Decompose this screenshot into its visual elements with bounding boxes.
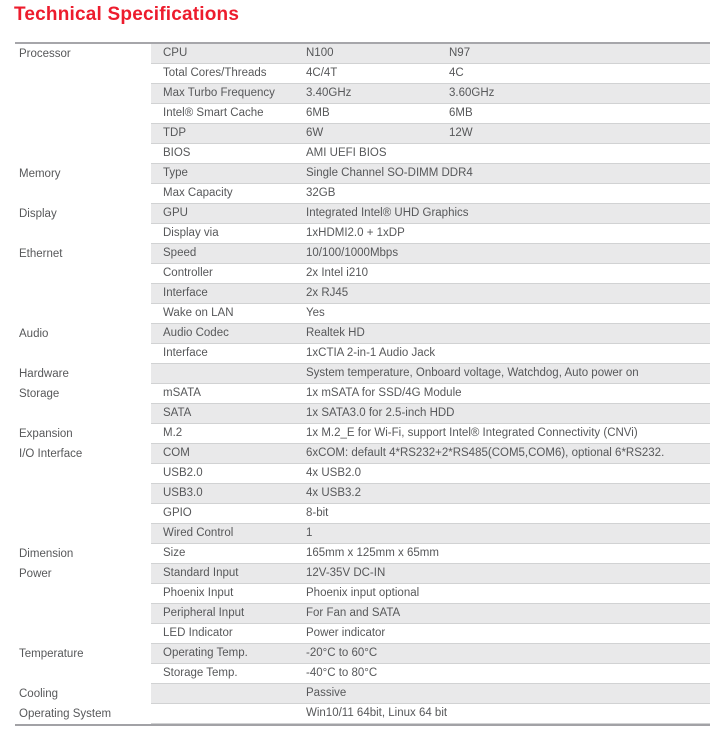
spec-row-cells bbox=[151, 604, 710, 624]
spec-value-cell: 2x RJ45 bbox=[306, 287, 349, 299]
spec-value-cell: N97 bbox=[449, 47, 471, 59]
spec-label-cell: USB3.0 bbox=[163, 487, 203, 499]
category-cell: Cooling bbox=[15, 684, 151, 704]
spec-value-cell: 8-bit bbox=[306, 507, 329, 519]
spec-value-cell: 165mm x 125mm x 65mm bbox=[306, 547, 439, 559]
category-cell bbox=[15, 604, 151, 624]
table-row bbox=[15, 544, 710, 564]
spec-value-cell: 3.40GHz bbox=[306, 87, 352, 99]
spec-row-cells bbox=[151, 324, 710, 344]
spec-value-cell: Integrated Intel® UHD Graphics bbox=[306, 207, 469, 219]
table-row bbox=[15, 564, 710, 584]
spec-value-cell: 32GB bbox=[306, 187, 336, 199]
spec-row-cells bbox=[151, 444, 710, 464]
table-row bbox=[15, 284, 710, 304]
spec-row-cells bbox=[151, 304, 710, 324]
spec-value-cell: 6W bbox=[306, 127, 324, 139]
spec-row-cells bbox=[151, 104, 710, 124]
spec-row-cells bbox=[151, 564, 710, 584]
spec-value-cell: 1x M.2_E for Wi-Fi, support Intel® Integrated Connectivity (CNVi) bbox=[306, 427, 638, 439]
spec-label-cell: Phoenix Input bbox=[163, 587, 234, 599]
spec-label-cell: Audio Codec bbox=[163, 327, 229, 339]
category-cell: Hardware bbox=[15, 364, 151, 384]
spec-label-cell: COM bbox=[163, 447, 190, 459]
category-cell bbox=[15, 664, 151, 684]
table-row bbox=[15, 584, 710, 604]
spec-label-cell: Standard Input bbox=[163, 567, 239, 579]
spec-label-cell: Total Cores/Threads bbox=[163, 67, 267, 79]
spec-row-cells bbox=[151, 504, 710, 524]
category-cell bbox=[15, 284, 151, 304]
spec-value-cell: -20°C to 60°C bbox=[306, 647, 378, 659]
spec-row-cells bbox=[151, 404, 710, 424]
spec-row-cells bbox=[151, 584, 710, 604]
spec-label-cell: Display via bbox=[163, 227, 219, 239]
spec-row-cells bbox=[151, 464, 710, 484]
category-cell bbox=[15, 584, 151, 604]
spec-value-cell: 12W bbox=[449, 127, 473, 139]
spec-row-cells bbox=[151, 224, 710, 244]
table-row bbox=[15, 344, 710, 364]
category-cell: Storage bbox=[15, 384, 151, 404]
spec-label-cell: Operating Temp. bbox=[163, 647, 248, 659]
spec-value-cell: Win10/11 64bit, Linux 64 bit bbox=[306, 707, 448, 719]
spec-value-cell: -40°C to 80°C bbox=[306, 667, 378, 679]
category-cell: Power bbox=[15, 564, 151, 584]
spec-value-cell: System temperature, Onboard voltage, Watchdog, Auto power on bbox=[306, 367, 639, 379]
spec-row-cells bbox=[151, 484, 710, 504]
category-cell bbox=[15, 124, 151, 144]
table-row bbox=[15, 384, 710, 404]
spec-value-cell: N100 bbox=[306, 47, 334, 59]
category-cell bbox=[15, 104, 151, 124]
spec-row-cells bbox=[151, 144, 710, 164]
category-cell: Audio bbox=[15, 324, 151, 344]
category-cell bbox=[15, 224, 151, 244]
category-cell bbox=[15, 504, 151, 524]
spec-value-cell: 12V-35V DC-IN bbox=[306, 567, 386, 579]
table-row bbox=[15, 324, 710, 344]
spec-value-cell: For Fan and SATA bbox=[306, 607, 401, 619]
spec-value-cell: 1x mSATA for SSD/4G Module bbox=[306, 387, 462, 399]
spec-label-cell: Size bbox=[163, 547, 186, 559]
table-row bbox=[15, 184, 710, 204]
spec-row-cells bbox=[151, 64, 710, 84]
spec-label-cell: Max Capacity bbox=[163, 187, 233, 199]
category-cell bbox=[15, 84, 151, 104]
table-row bbox=[15, 224, 710, 244]
spec-value-cell: 6MB bbox=[306, 107, 330, 119]
table-row bbox=[15, 464, 710, 484]
spec-value-cell: 1x SATA3.0 for 2.5-inch HDD bbox=[306, 407, 455, 419]
table-row bbox=[15, 64, 710, 84]
spec-row-cells bbox=[151, 544, 710, 564]
table-row bbox=[15, 704, 710, 724]
table-row bbox=[15, 244, 710, 264]
spec-row-cells bbox=[151, 84, 710, 104]
spec-value-cell: 10/100/1000Mbps bbox=[306, 247, 399, 259]
category-cell bbox=[15, 524, 151, 544]
spec-table bbox=[15, 42, 710, 726]
spec-value-cell: Power indicator bbox=[306, 627, 386, 639]
spec-value-cell: 4x USB3.2 bbox=[306, 487, 361, 499]
spec-label-cell: BIOS bbox=[163, 147, 191, 159]
category-cell bbox=[15, 404, 151, 424]
category-cell bbox=[15, 484, 151, 504]
spec-value-cell: Passive bbox=[306, 687, 347, 699]
table-row bbox=[15, 204, 710, 224]
table-row bbox=[15, 44, 710, 64]
spec-label-cell: Speed bbox=[163, 247, 197, 259]
category-cell: Processor bbox=[15, 44, 151, 64]
spec-label-cell: mSATA bbox=[163, 387, 201, 399]
spec-label-cell: Type bbox=[163, 167, 188, 179]
spec-row-cells bbox=[151, 524, 710, 544]
table-row bbox=[15, 624, 710, 644]
spec-row-cells bbox=[151, 624, 710, 644]
spec-label-cell bbox=[151, 364, 306, 383]
spec-value-cell: 6MB bbox=[449, 107, 473, 119]
category-cell bbox=[15, 144, 151, 164]
spec-row-cells bbox=[151, 264, 710, 284]
spec-row-cells bbox=[151, 344, 710, 364]
category-cell: Dimension bbox=[15, 544, 151, 564]
spec-label-cell: SATA bbox=[163, 407, 192, 419]
table-row bbox=[15, 364, 710, 384]
category-cell bbox=[15, 64, 151, 84]
spec-label-cell: USB2.0 bbox=[163, 467, 203, 479]
spec-value-cell: AMI UEFI BIOS bbox=[306, 147, 387, 159]
spec-row-cells bbox=[151, 384, 710, 404]
table-row bbox=[15, 124, 710, 144]
spec-label-cell: Intel® Smart Cache bbox=[163, 107, 264, 119]
category-cell bbox=[15, 264, 151, 284]
spec-value-cell: 4C bbox=[449, 67, 464, 79]
spec-value-cell: 4x USB2.0 bbox=[306, 467, 361, 479]
table-row bbox=[15, 484, 710, 504]
spec-label-cell: GPU bbox=[163, 207, 188, 219]
spec-value-cell: Yes bbox=[306, 307, 325, 319]
spec-row-cells bbox=[151, 44, 710, 64]
spec-label-cell: Wired Control bbox=[163, 527, 234, 539]
spec-row-cells bbox=[151, 644, 710, 664]
category-cell bbox=[15, 624, 151, 644]
category-cell bbox=[15, 304, 151, 324]
spec-label-cell: Peripheral Input bbox=[163, 607, 245, 619]
spec-label-cell: Interface bbox=[163, 347, 208, 359]
table-row bbox=[15, 444, 710, 464]
spec-value-cell: 4C/4T bbox=[306, 67, 338, 79]
spec-row-cells bbox=[151, 244, 710, 264]
spec-label-cell: TDP bbox=[163, 127, 186, 139]
table-row bbox=[15, 684, 710, 704]
spec-row-cells bbox=[151, 184, 710, 204]
table-row bbox=[15, 84, 710, 104]
category-cell: Display bbox=[15, 204, 151, 224]
spec-value-cell: 3.60GHz bbox=[449, 87, 495, 99]
table-row bbox=[15, 424, 710, 444]
table-row bbox=[15, 644, 710, 664]
spec-value-cell: 1xHDMI2.0 + 1xDP bbox=[306, 227, 405, 239]
category-cell: Memory bbox=[15, 164, 151, 184]
spec-label-cell: M.2 bbox=[163, 427, 183, 439]
category-cell: I/O Interface bbox=[15, 444, 151, 464]
spec-row-cells bbox=[151, 204, 710, 224]
category-cell bbox=[15, 184, 151, 204]
category-cell: Expansion bbox=[15, 424, 151, 444]
table-row bbox=[15, 264, 710, 284]
spec-value-cell: Single Channel SO-DIMM DDR4 bbox=[306, 167, 473, 179]
spec-row-cells bbox=[151, 424, 710, 444]
table-row bbox=[15, 604, 710, 624]
category-cell bbox=[15, 344, 151, 364]
spec-label-cell: GPIO bbox=[163, 507, 192, 519]
spec-label-cell: Interface bbox=[163, 287, 208, 299]
table-row bbox=[15, 104, 710, 124]
category-cell bbox=[15, 464, 151, 484]
spec-label-cell: LED Indicator bbox=[163, 627, 233, 639]
spec-row-cells bbox=[151, 664, 710, 684]
category-cell: Ethernet bbox=[15, 244, 151, 264]
spec-row-cells bbox=[151, 164, 710, 184]
category-cell: Temperature bbox=[15, 644, 151, 664]
table-row bbox=[15, 404, 710, 424]
spec-label-cell: Controller bbox=[163, 267, 213, 279]
spec-row-cells bbox=[151, 364, 710, 384]
table-row bbox=[15, 304, 710, 324]
table-row bbox=[15, 664, 710, 684]
table-row bbox=[15, 524, 710, 544]
spec-row-cells bbox=[151, 704, 710, 724]
spec-label-cell bbox=[151, 684, 306, 703]
spec-row-cells bbox=[151, 124, 710, 144]
table-row bbox=[15, 504, 710, 524]
category-cell: Operating System bbox=[15, 704, 151, 724]
page-title: Technical Specifications bbox=[14, 4, 240, 25]
spec-value-cell: 2x Intel i210 bbox=[306, 267, 369, 279]
table-row bbox=[15, 144, 710, 164]
spec-value-cell: Phoenix input optional bbox=[306, 587, 420, 599]
spec-label-cell: Storage Temp. bbox=[163, 667, 238, 679]
spec-row-cells bbox=[151, 284, 710, 304]
spec-label-cell: Wake on LAN bbox=[163, 307, 234, 319]
spec-value-cell: Realtek HD bbox=[306, 327, 365, 339]
spec-value-cell: 6xCOM: default 4*RS232+2*RS485(COM5,COM6), optional 6*RS232. bbox=[306, 447, 665, 459]
spec-value-cell: 1xCTIA 2-in-1 Audio Jack bbox=[306, 347, 436, 359]
spec-row-cells bbox=[151, 684, 710, 704]
spec-value-cell: 1 bbox=[306, 527, 313, 539]
spec-label-cell bbox=[151, 704, 306, 723]
spec-label-cell: Max Turbo Frequency bbox=[163, 87, 275, 99]
table-row bbox=[15, 164, 710, 184]
spec-label-cell: CPU bbox=[163, 47, 188, 59]
